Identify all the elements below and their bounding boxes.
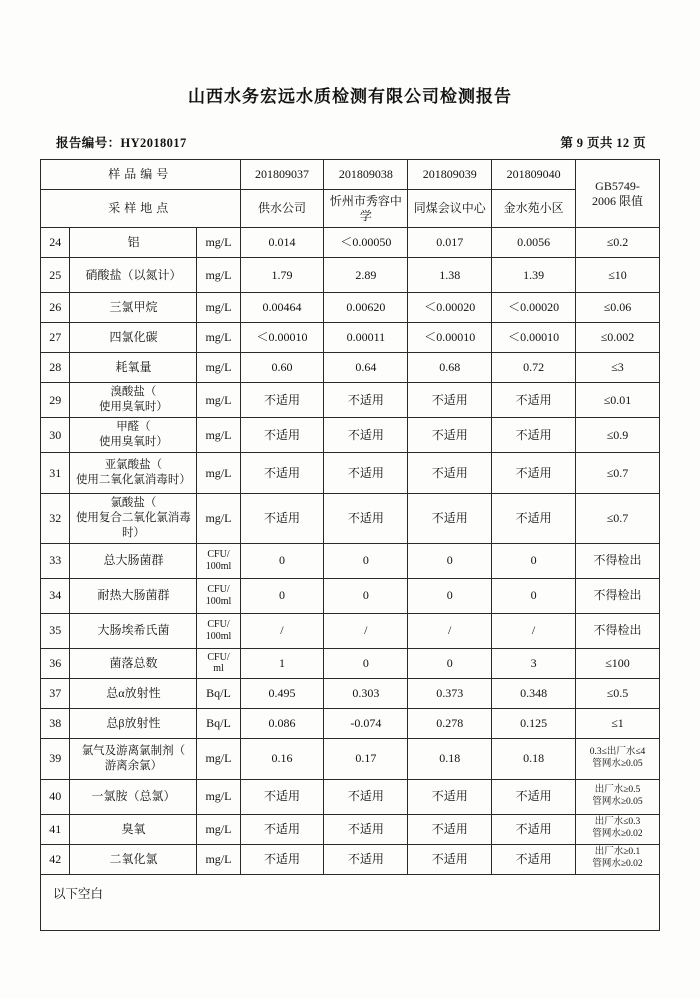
- row-item-name: 二氧化氯: [70, 844, 197, 874]
- row-value-3: 0.017: [408, 228, 492, 258]
- row-value-1: ＜0.00010: [240, 323, 324, 353]
- row-value-4: 3: [492, 648, 576, 678]
- row-limit: 不得检出: [576, 613, 660, 648]
- row-unit: mg/L: [197, 453, 240, 494]
- row-value-2: 0: [324, 543, 408, 578]
- row-unit: mg/L: [197, 494, 240, 544]
- row-value-4: /: [492, 613, 576, 648]
- row-index: 42: [41, 844, 70, 874]
- row-limit: ≤0.5: [576, 678, 660, 708]
- row-value-3: ＜0.00020: [408, 293, 492, 323]
- row-value-2: 不适用: [324, 779, 408, 814]
- row-unit: mg/L: [197, 844, 240, 874]
- row-unit: mg/L: [197, 418, 240, 453]
- row-value-4: 不适用: [492, 814, 576, 844]
- row-value-2: 0.64: [324, 353, 408, 383]
- row-index: 31: [41, 453, 70, 494]
- row-unit: CFU/ 100ml: [197, 543, 240, 578]
- header-site-1: 供水公司: [240, 190, 324, 228]
- table-row: [41, 678, 660, 708]
- row-limit: 出厂水≥0.5 管网水≥0.05: [576, 779, 660, 814]
- header-sample-no-2: 201809038: [324, 160, 408, 190]
- table-row: [41, 228, 660, 258]
- row-item-name: 总大肠菌群: [70, 543, 197, 578]
- table-row: [41, 648, 660, 678]
- row-limit: ≤0.06: [576, 293, 660, 323]
- row-value-3: 不适用: [408, 418, 492, 453]
- row-value-4: 0.125: [492, 708, 576, 738]
- row-index: 27: [41, 323, 70, 353]
- row-value-3: 0.18: [408, 738, 492, 779]
- row-unit: mg/L: [197, 779, 240, 814]
- row-index: 35: [41, 613, 70, 648]
- table-row: [41, 383, 660, 418]
- row-limit: 不得检出: [576, 578, 660, 613]
- row-value-1: 不适用: [240, 494, 324, 544]
- row-index: 29: [41, 383, 70, 418]
- row-value-1: 不适用: [240, 814, 324, 844]
- row-limit: ≤0.2: [576, 228, 660, 258]
- row-limit: 0.3≤出厂水≤4 管网水≥0.05: [576, 738, 660, 779]
- row-item-name: 总α放射性: [70, 678, 197, 708]
- row-value-1: 不适用: [240, 383, 324, 418]
- row-index: 24: [41, 228, 70, 258]
- row-item-name: 硝酸盐（以氮计）: [70, 258, 197, 293]
- row-limit: ≤1: [576, 708, 660, 738]
- row-item-name: 一氯胺（总氯）: [70, 779, 197, 814]
- row-item-name: 三氯甲烷: [70, 293, 197, 323]
- row-index: 33: [41, 543, 70, 578]
- row-value-3: 不适用: [408, 383, 492, 418]
- table-row: [41, 418, 660, 453]
- row-value-2: 0.17: [324, 738, 408, 779]
- row-value-1: 0: [240, 543, 324, 578]
- row-unit: CFU/ 100ml: [197, 613, 240, 648]
- table-row: [41, 613, 660, 648]
- row-limit: ≤0.7: [576, 453, 660, 494]
- row-value-2: 不适用: [324, 418, 408, 453]
- row-index: 32: [41, 494, 70, 544]
- row-limit: 出厂水≤0.3 管网水≥0.02: [576, 814, 660, 844]
- row-value-2: 0: [324, 648, 408, 678]
- row-unit: mg/L: [197, 258, 240, 293]
- row-value-3: 0: [408, 543, 492, 578]
- row-value-4: 不适用: [492, 383, 576, 418]
- row-index: 40: [41, 779, 70, 814]
- row-value-3: 不适用: [408, 844, 492, 874]
- row-item-name: 氯气及游离氯制剂（ 游离余氯）: [70, 738, 197, 779]
- row-value-4: 0: [492, 578, 576, 613]
- header-site-2: 忻州市秀容中学: [324, 190, 408, 228]
- table-row: [41, 814, 660, 844]
- row-value-4: 不适用: [492, 844, 576, 874]
- row-value-3: ＜0.00010: [408, 323, 492, 353]
- row-value-3: 不适用: [408, 453, 492, 494]
- header-site-label: 采样地点: [41, 190, 241, 228]
- row-value-1: 0.16: [240, 738, 324, 779]
- row-value-1: 1: [240, 648, 324, 678]
- row-value-2: -0.074: [324, 708, 408, 738]
- row-value-1: 0.00464: [240, 293, 324, 323]
- results-table: [40, 159, 660, 875]
- row-index: 41: [41, 814, 70, 844]
- row-value-4: ＜0.00010: [492, 323, 576, 353]
- table-header-site-row: [41, 190, 660, 228]
- header-sample-no-1: 201809037: [240, 160, 324, 190]
- row-limit: ≤0.01: [576, 383, 660, 418]
- row-unit: CFU/ 100ml: [197, 578, 240, 613]
- table-row: [41, 708, 660, 738]
- row-value-1: /: [240, 613, 324, 648]
- row-index: 28: [41, 353, 70, 383]
- row-unit: Bq/L: [197, 678, 240, 708]
- row-value-2: 不适用: [324, 494, 408, 544]
- row-unit: mg/L: [197, 228, 240, 258]
- row-value-2: 0.00011: [324, 323, 408, 353]
- row-index: 30: [41, 418, 70, 453]
- row-index: 38: [41, 708, 70, 738]
- row-value-1: 1.79: [240, 258, 324, 293]
- header-limit-line2: 2006 限值: [592, 193, 644, 208]
- row-value-2: 不适用: [324, 814, 408, 844]
- row-value-1: 不适用: [240, 418, 324, 453]
- row-index: 25: [41, 258, 70, 293]
- header-site-3: 同煤会议中心: [408, 190, 492, 228]
- table-row: [41, 779, 660, 814]
- row-unit: Bq/L: [197, 708, 240, 738]
- table-row: [41, 844, 660, 874]
- row-limit: ≤0.002: [576, 323, 660, 353]
- row-item-name: 菌落总数: [70, 648, 197, 678]
- row-value-1: 0.086: [240, 708, 324, 738]
- header-sample-no-label: 样品编号: [41, 160, 241, 190]
- row-value-1: 不适用: [240, 779, 324, 814]
- row-value-1: 不适用: [240, 844, 324, 874]
- header-limit-label: [576, 160, 660, 228]
- row-unit: CFU/ ml: [197, 648, 240, 678]
- table-row: [41, 293, 660, 323]
- page-number: 第 9 页共 12 页: [560, 136, 646, 150]
- report-meta: [40, 133, 660, 151]
- row-value-3: /: [408, 613, 492, 648]
- row-value-3: 不适用: [408, 494, 492, 544]
- table-row: [41, 353, 660, 383]
- row-item-name: 臭氧: [70, 814, 197, 844]
- report-number: 报告编号：HY2018017: [56, 136, 187, 150]
- table-row: [41, 258, 660, 293]
- row-unit: mg/L: [197, 814, 240, 844]
- row-value-2: 不适用: [324, 383, 408, 418]
- table-row: [41, 323, 660, 353]
- row-value-4: 0: [492, 543, 576, 578]
- row-item-name: 四氯化碳: [70, 323, 197, 353]
- row-value-3: 1.38: [408, 258, 492, 293]
- blank-note: 以下空白: [40, 875, 660, 931]
- row-value-3: 0.68: [408, 353, 492, 383]
- row-item-name: 大肠埃希氏菌: [70, 613, 197, 648]
- row-index: 34: [41, 578, 70, 613]
- row-value-4: 0.72: [492, 353, 576, 383]
- header-sample-no-3: 201809039: [408, 160, 492, 190]
- row-value-4: 0.348: [492, 678, 576, 708]
- row-value-3: 0.278: [408, 708, 492, 738]
- row-item-name: 甲醛（ 使用臭氧时）: [70, 418, 197, 453]
- row-value-1: 0.495: [240, 678, 324, 708]
- row-limit: 不得检出: [576, 543, 660, 578]
- row-limit: ≤100: [576, 648, 660, 678]
- row-value-2: 不适用: [324, 453, 408, 494]
- row-limit: ≤0.9: [576, 418, 660, 453]
- table-row: [41, 578, 660, 613]
- row-value-4: 0.18: [492, 738, 576, 779]
- row-index: 26: [41, 293, 70, 323]
- row-item-name: 铝: [70, 228, 197, 258]
- row-value-4: 0.0056: [492, 228, 576, 258]
- row-item-name: 总β放射性: [70, 708, 197, 738]
- table-header-sample-row: [41, 160, 660, 190]
- row-value-3: 0: [408, 648, 492, 678]
- row-value-2: 2.89: [324, 258, 408, 293]
- row-value-4: 1.39: [492, 258, 576, 293]
- row-item-name: 氯酸盐（ 使用复合二氧化氯消毒时）: [70, 494, 197, 544]
- table-row: [41, 543, 660, 578]
- row-unit: mg/L: [197, 293, 240, 323]
- row-value-1: 0.014: [240, 228, 324, 258]
- row-value-4: 不适用: [492, 453, 576, 494]
- row-value-1: 不适用: [240, 453, 324, 494]
- row-value-4: 不适用: [492, 418, 576, 453]
- row-unit: mg/L: [197, 323, 240, 353]
- row-value-2: 0.303: [324, 678, 408, 708]
- header-site-4: 金水苑小区: [492, 190, 576, 228]
- row-value-4: ＜0.00020: [492, 293, 576, 323]
- row-item-name: 亚氯酸盐（ 使用二氧化氯消毒时）: [70, 453, 197, 494]
- row-index: 37: [41, 678, 70, 708]
- table-row: [41, 738, 660, 779]
- row-index: 39: [41, 738, 70, 779]
- row-limit: ≤3: [576, 353, 660, 383]
- row-value-1: 0.60: [240, 353, 324, 383]
- row-value-2: /: [324, 613, 408, 648]
- header-sample-no-4: 201809040: [492, 160, 576, 190]
- row-value-4: 不适用: [492, 779, 576, 814]
- row-item-name: 溴酸盐（ 使用臭氧时）: [70, 383, 197, 418]
- row-value-4: 不适用: [492, 494, 576, 544]
- row-value-2: ＜0.00050: [324, 228, 408, 258]
- row-index: 36: [41, 648, 70, 678]
- row-value-3: 不适用: [408, 814, 492, 844]
- row-limit: 出厂水≥0.1 管网水≥0.02: [576, 844, 660, 874]
- row-unit: mg/L: [197, 383, 240, 418]
- row-limit: ≤0.7: [576, 494, 660, 544]
- header-limit-line1: GB5749-: [595, 178, 640, 193]
- row-unit: mg/L: [197, 738, 240, 779]
- row-value-2: 不适用: [324, 844, 408, 874]
- row-value-3: 0.373: [408, 678, 492, 708]
- row-value-2: 0: [324, 578, 408, 613]
- row-item-name: 耐热大肠菌群: [70, 578, 197, 613]
- row-value-2: 0.00620: [324, 293, 408, 323]
- row-unit: mg/L: [197, 353, 240, 383]
- row-value-3: 0: [408, 578, 492, 613]
- row-limit: ≤10: [576, 258, 660, 293]
- row-value-1: 0: [240, 578, 324, 613]
- page-title: 山西水务宏远水质检测有限公司检测报告: [188, 87, 512, 106]
- row-value-3: 不适用: [408, 779, 492, 814]
- row-item-name: 耗氧量: [70, 353, 197, 383]
- table-row: [41, 453, 660, 494]
- table-row: [41, 494, 660, 544]
